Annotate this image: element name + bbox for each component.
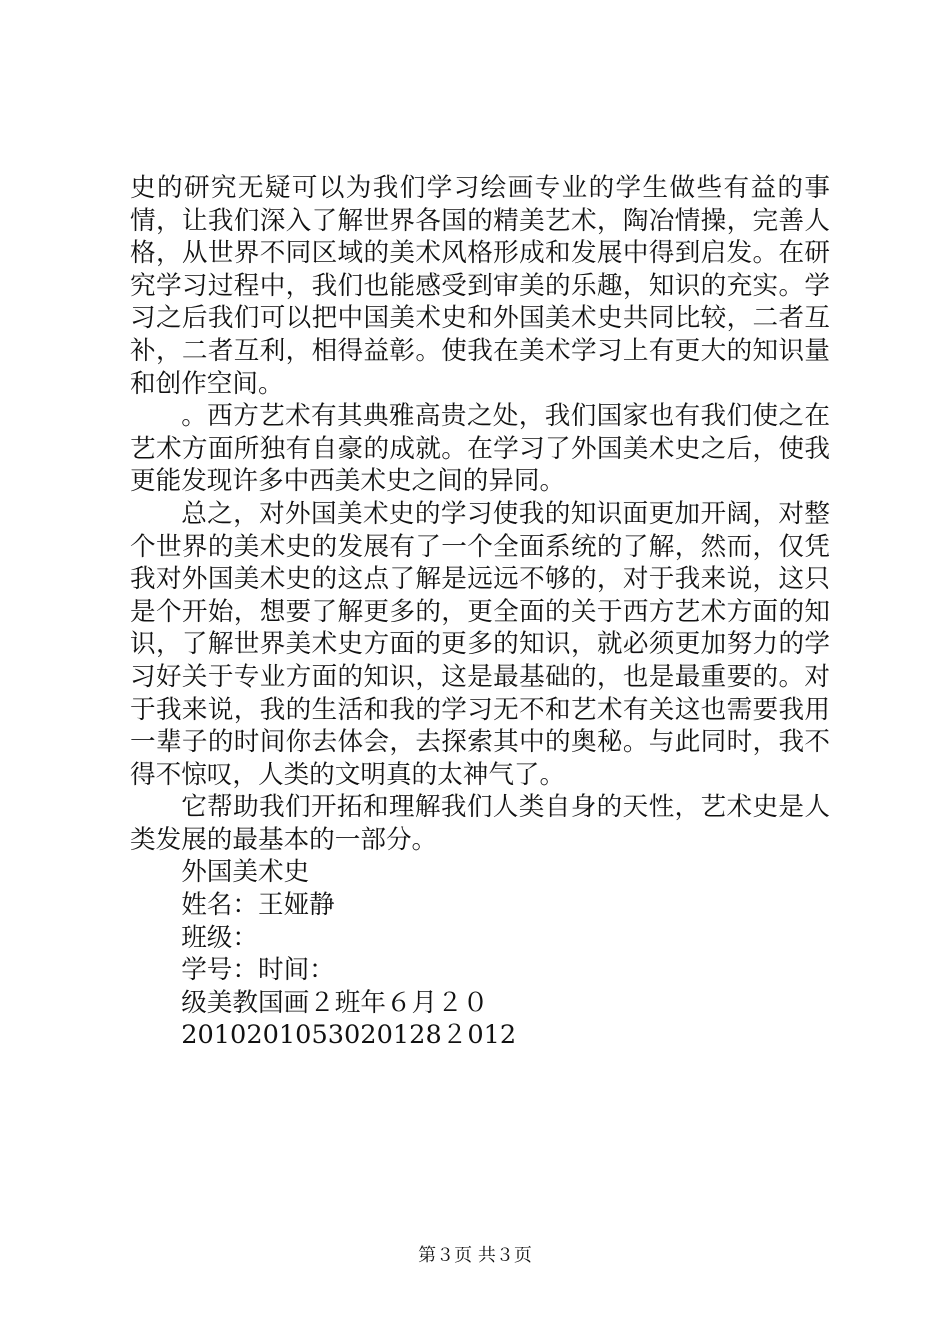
paragraph-conclusion: 总之，对外国美术史的学习使我的知识面更加开阔，对整个世界的美术史的发展有了一个全面系统的了解，然而，仅凭我对外国美术史的这点了解是远远不够的，对于我来说，这只是个开始，想要了解更多的，更全面的关于西方艺术方面的知识，了解世界美术史方面的更多的知识，就必须更加努力的学习好关于专业方面的知识，这是最基础的，也是最重要的。对于我来说，我的生活和我的学习无不和艺术有关这也需要我用一辈子的时间你去体会，去探索其中的奥秘。与此同时，我不得不惊叹，人类的文明真的太神气了。 bbox=[130, 498, 830, 790]
meta-course-title: 外国美术史 bbox=[181, 857, 310, 888]
document-body bbox=[130, 172, 830, 1052]
paragraph-art-history-role: 它帮助我们开拓和理解我们人类自身的天性，艺术史是人类发展的最基本的一部分。 bbox=[130, 792, 830, 855]
meta-id-number: 2010201053020128２012 bbox=[181, 1020, 517, 1051]
meta-class-date: 级美教国画２班年６月２０ bbox=[181, 987, 489, 1018]
paragraph-art-comparison: 。西方艺术有其典雅高贵之处，我们国家也有我们使之在艺术方面所独有自豪的成就。在学习了外国美术史之后，使我更能发现许多中西美术史之间的异同。 bbox=[130, 401, 830, 497]
meta-class: 班级： bbox=[181, 922, 258, 953]
page-number-footer: 第３页 共３页 bbox=[418, 1245, 532, 1266]
meta-student-id-time: 学号：时间： bbox=[181, 955, 335, 986]
paragraph-continuation: 史的研究无疑可以为我们学习绘画专业的学生做些有益的事情，让我们深入了解世界各国的精美艺术，陶冶情操，完善人格，从世界不同区域的美术风格形成和发展中得到启发。在研究学习过程中，我们也能感受到审美的乐趣，知识的充实。学习之后我们可以把中国美术史和外国美术史共同比较，二者互补，二者互利，相得益彰。使我在美术学习上有更大的知识量和创作空间。 bbox=[130, 173, 830, 399]
meta-student-name: 姓名：王娅静 bbox=[181, 890, 335, 921]
